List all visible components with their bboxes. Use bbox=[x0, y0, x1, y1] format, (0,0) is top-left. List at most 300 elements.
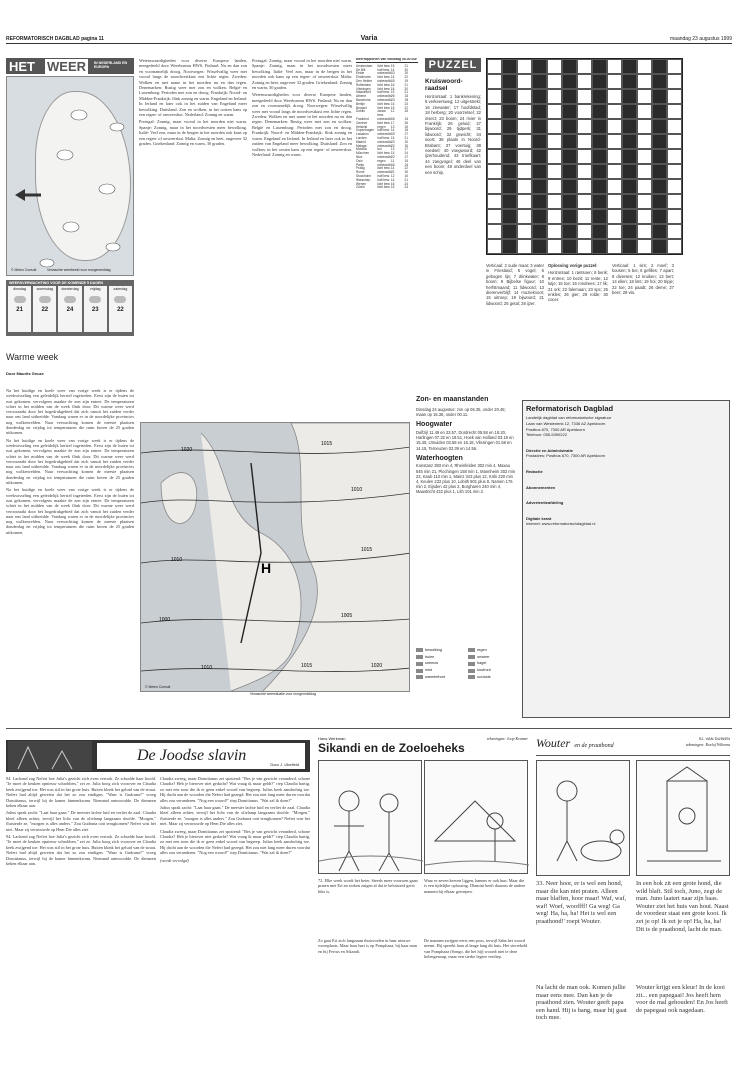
crossword-cell[interactable] bbox=[577, 89, 592, 104]
crossword-cell bbox=[622, 59, 637, 74]
crossword-cell[interactable] bbox=[547, 89, 562, 104]
isobar-label: 1010 bbox=[171, 557, 183, 563]
europe-pressure-map bbox=[140, 422, 410, 692]
crossword-cell[interactable] bbox=[487, 239, 502, 254]
table-row: Madrid onbewolkt 20 32 bbox=[356, 139, 409, 144]
table-row: München licht bew. 15 24 bbox=[356, 151, 408, 156]
wouter-panel-2 bbox=[636, 760, 730, 876]
crossword-cell[interactable] bbox=[667, 104, 682, 119]
crossword-cell[interactable] bbox=[547, 239, 562, 254]
crossword-cell[interactable] bbox=[487, 209, 502, 224]
rd-box-title: Reformatorisch Dagblad bbox=[526, 404, 614, 413]
crossword-cell[interactable] bbox=[547, 194, 562, 209]
crossword-cell bbox=[652, 104, 667, 119]
legend-symbol-icon bbox=[468, 655, 475, 659]
crossword-cell[interactable] bbox=[667, 179, 682, 194]
wouter-subtitle: en de praathond bbox=[574, 743, 614, 749]
crossword-cell bbox=[562, 164, 577, 179]
crossword-cell[interactable] bbox=[577, 179, 592, 194]
crossword-cell[interactable] bbox=[547, 104, 562, 119]
crossword-cell bbox=[562, 194, 577, 209]
forecast-day-name: vrijdag bbox=[89, 287, 101, 292]
wind-arrow-head bbox=[15, 189, 25, 201]
crossword-cell bbox=[622, 119, 637, 134]
crossword-cell[interactable] bbox=[667, 89, 682, 104]
pressure-chart bbox=[141, 423, 410, 692]
newspaper-page-label: REFORMATORISCH DAGBLAD pagina 11 bbox=[6, 36, 104, 42]
crossword-cell[interactable] bbox=[637, 119, 652, 134]
legend-symbol-icon bbox=[468, 662, 475, 666]
forecast-day-card bbox=[8, 286, 31, 332]
table-row: Praag licht bew. 14 22 bbox=[356, 166, 408, 171]
crossword-cell[interactable] bbox=[517, 134, 532, 149]
wouter-text-4: Wouter krijgt een kleur! In de kooi zit... een papegaai! Jos heeft hem voor de mal gehouden! En Jos heeft de papegaai ook nagedaan. bbox=[636, 984, 728, 1014]
crossword-cell bbox=[502, 59, 517, 74]
crossword-cell bbox=[502, 209, 517, 224]
crossword-cell bbox=[532, 209, 547, 224]
crossword-cell[interactable] bbox=[517, 239, 532, 254]
crossword-cell bbox=[562, 224, 577, 239]
legend-item: sneeuw bbox=[416, 661, 464, 666]
crossword-cell[interactable] bbox=[577, 209, 592, 224]
isobar-label: 1015 bbox=[361, 547, 373, 553]
crossword-cell[interactable] bbox=[607, 224, 622, 239]
table-row: Amsterdam licht bew. 15 21 bbox=[356, 63, 408, 68]
crossword-cell[interactable] bbox=[637, 59, 652, 74]
legend-item: bewolking bbox=[416, 648, 464, 653]
wouter-text-2: Na lacht de man ook. Komen jullie maar eens mee. Dan kan je de praathond zien. Wouter geeft papa een hand. Hij is bang, maar hij gaat toch mee. bbox=[536, 984, 627, 1022]
waterhoogten-title: Waterhoogten bbox=[416, 454, 463, 462]
crossword-cell[interactable] bbox=[487, 179, 502, 194]
crossword-cell bbox=[532, 194, 547, 209]
story-title: De Joodse slavin bbox=[137, 747, 247, 764]
legend-item: occlusie bbox=[468, 675, 516, 680]
isobar-label: 1010 bbox=[201, 665, 213, 671]
crossword-cell[interactable] bbox=[637, 164, 652, 179]
crossword-cell[interactable] bbox=[517, 224, 532, 239]
crossword-cell[interactable] bbox=[667, 209, 682, 224]
crossword-cell[interactable] bbox=[487, 59, 502, 74]
table-row: Maastricht half bew. 15 21 bbox=[356, 90, 408, 95]
crossword-cell[interactable] bbox=[637, 209, 652, 224]
crossword-cell[interactable] bbox=[487, 194, 502, 209]
crossword-cell bbox=[562, 149, 577, 164]
crossword-cell[interactable] bbox=[487, 134, 502, 149]
table-row: Moskou bui 13 17 bbox=[356, 147, 408, 152]
crossword-cell bbox=[532, 89, 547, 104]
wouter-panel-1 bbox=[536, 760, 630, 876]
isobar-label: 1020 bbox=[181, 447, 193, 453]
crossword-cell bbox=[592, 164, 607, 179]
puzzle-logo: PUZZEL bbox=[425, 58, 481, 72]
cloud-icon bbox=[39, 296, 51, 303]
crossword-cell[interactable] bbox=[517, 179, 532, 194]
crossword-cell[interactable] bbox=[577, 164, 592, 179]
crossword-cell bbox=[502, 119, 517, 134]
puzzle-clues-horizontal: Horizontaal: 1 bankrekening; 6 verkeersweg; 12 uitgestrekt; 16 zeewater; 17 hoofdstad; 18 herberg; 20 voorzetsel; 22 insect; 23 boom; 24 rivier in Frankrijk; 26 geluid; 27 bijwoord; 29 tijdperk; 31 lidwoord; 32 gewicht; 34 soort; 36 plaats in Noord-Brabant; 37 voertuig; 38 voedsel; 40 voegwoord; 42 ijzerhoudend; 43 troefkaart; 44 zangvogel; 46 deel van een boom; 48 onderdeel van een schip. bbox=[425, 94, 481, 175]
high-pressure-label: H bbox=[261, 560, 272, 576]
table-row: Malaga onbewolkt 22 30 bbox=[356, 143, 409, 148]
crossword-cell[interactable] bbox=[577, 194, 592, 209]
legend-symbol-icon bbox=[468, 675, 475, 679]
table-row: Rome onbewolkt 21 30 bbox=[356, 170, 409, 175]
crossword-cell[interactable] bbox=[607, 194, 622, 209]
crossword-cell[interactable] bbox=[637, 74, 652, 89]
sikandi-caption-1: 72. Elke week wordt het beter. Steeds meer vrouwen gaan praten met Eri en stoken zuigen al dat te beluisterd gerst hiks is. bbox=[318, 878, 418, 894]
legend-item: koufront bbox=[468, 668, 516, 673]
crossword-cell[interactable] bbox=[607, 239, 622, 254]
wouter-header bbox=[536, 736, 730, 756]
table-row: Eindhoven licht bew. 15 22 bbox=[356, 75, 408, 80]
crossword-cell bbox=[532, 59, 547, 74]
crossword-cell[interactable] bbox=[487, 89, 502, 104]
crossword-cell bbox=[652, 164, 667, 179]
forecast-temp: 22 bbox=[41, 306, 49, 313]
crossword-cell bbox=[592, 149, 607, 164]
crossword-cell[interactable] bbox=[667, 224, 682, 239]
crossword-cell[interactable] bbox=[547, 164, 562, 179]
rd-info-line: Internet: www.reformatorischdagblad.nl bbox=[526, 521, 596, 527]
crossword-cell[interactable] bbox=[517, 119, 532, 134]
crossword-cell[interactable] bbox=[517, 59, 532, 74]
weather-article-header bbox=[6, 352, 134, 376]
sikandi-caption-2: Zo gaat Eri zich langzaam thuisvoelen in haar nieuwe woonplaats. Maar haar hart is op Pomphaza, bij haar man en bij Ferrus en Sikandi. bbox=[318, 938, 417, 954]
table-row: Den Helder onbewolkt 15 19 bbox=[356, 78, 409, 83]
crossword-cell[interactable] bbox=[667, 239, 682, 254]
map-legend bbox=[416, 648, 516, 716]
story-column-2: Claudia zweeg, maar Domitianus zei spottend: "Bes je van gewicht veranderd, schone Claudia? Heb je hierover niet gedacht? Wat vraag ik maar geldt?" riep Claudia hartig, zo met een toon die ik er geen enkel woord van begreep. Julius keek aandachtig toe. Hij dacht aan de woorden die Nefert had gezegd. Het zou niet lang meer duren voordat alles zou veranderen. "Nog een woord!" riep Domitianus. "Wat zal ik doen?" Julius sprak zacht: "Laat haar gaan." De meester lachte luid en verliet de zaal. Claudia bleef alleen achter, terwijl het licht van de olielamp langzaam doofde. "Morgen," fluisterde ze, "morgen is alles anders." Zou Gudruna ooit terugkomen? Nefert wist het niet. Maar zij vertrouwde op Hem Die alles ziet. Claudia zweeg, maar Domitianus zei spottend: "Bes je van gewicht veranderd, schone Claudia? Heb je hierover niet gedacht? Wat vraag ik maar geldt?" riep Claudia hartig, zo met een toon die ik er geen enkel woord van begreep. Julius keek aandachtig toe. Hij dacht aan de woorden die Nefert had gezegd. Het zou niet lang meer duren voordat alles zou veranderen. "Nog een woord!" riep Domitianus. "Wat zal ik doen?" (wordt vervolgd) bbox=[160, 776, 310, 863]
legend-item: buien bbox=[416, 655, 464, 660]
crossword-cell[interactable] bbox=[517, 74, 532, 89]
legend-symbol-icon bbox=[468, 669, 475, 673]
crossword-cell[interactable] bbox=[577, 74, 592, 89]
crossword-cell[interactable] bbox=[517, 89, 532, 104]
story-title-box bbox=[96, 742, 306, 770]
rd-info-line: Landelijk dagblad van reformatorische signatuur bbox=[526, 415, 612, 421]
crossword-cell[interactable] bbox=[637, 194, 652, 209]
crossword-cell bbox=[502, 134, 517, 149]
crossword-cell bbox=[502, 74, 517, 89]
sikandi-header: Hans Werkman tekeningen: Joop Kramer Sikandi en de Zoeloeheks bbox=[318, 736, 528, 755]
sikandi-panel-2 bbox=[424, 760, 528, 874]
crossword-cell[interactable] bbox=[517, 194, 532, 209]
crossword-cell bbox=[592, 239, 607, 254]
table-row: Londen half bew. 15 21 bbox=[356, 135, 408, 140]
wouter-text-3: In een hok zit een grote hond, die wild blaft. Stil toch, Juno, zegt de man. Juno laatert naar zijn baas. Wouter ziet het huis van hout. Naast de voordeur staat een grote kooi. Ik zet je op! Ik zet je op! Ha, ha, ha! Dit is de praathond, lacht de man. bbox=[636, 880, 729, 933]
legend-symbol-icon bbox=[416, 648, 423, 652]
crossword-cell[interactable] bbox=[487, 149, 502, 164]
crossword-cell[interactable] bbox=[667, 194, 682, 209]
table-row: Frankfurt onbewolkt 16 24 bbox=[356, 116, 409, 121]
puzzle-solution: Oplossing vorige puzzel: Horizontaal: 1 rantsoen; 8 berik; 9 entree; 10 bezit; 11 rente; 12 lutje; 15 toe; 16 rondrees; 17 lik; 21 ork; 22 falemaan; 23 spc; 25 enkles; 26 gier; 29 rolde; 30 cocer. bbox=[548, 263, 608, 303]
legend-symbol-icon bbox=[416, 662, 423, 666]
isobar-label: 1000 bbox=[159, 617, 171, 623]
weather-logo: HET WEER IN NEDERLAND EN EUROPA bbox=[6, 58, 134, 74]
crossword-cell[interactable] bbox=[577, 149, 592, 164]
wouter-text-1: 33. Neer hoor, er is wel een hond, maar die kan niet praten. Alleen maar blaffen, hoor maar! Waf, waf, waf! Woef, wooffff! Ga weg! Ga weg! Ha, ha, ha! Het is wel een praathond!' roept Wouter. bbox=[536, 880, 627, 925]
crossword-cell[interactable] bbox=[577, 119, 592, 134]
story-author: Door J. IJkelfeld bbox=[270, 762, 299, 767]
crossword-cell bbox=[622, 224, 637, 239]
crossword-cell[interactable] bbox=[637, 179, 652, 194]
crossword-cell[interactable] bbox=[547, 209, 562, 224]
puzzle-solution-vertical: Verticaal: 1 sirs; 2 moef; 3 kousen; 5 bei; 6 gefilles; 7 apart; 8 diversen; 12 kruiken; 13 bert; 14 ellen; 18 limt; 19 hoi; 20 tripje; 22 toe; 24 paadt; 26 deme; 27 beer; 29 vla. bbox=[612, 263, 674, 296]
crossword-cell bbox=[622, 149, 637, 164]
waterhoogten-text: Konstanz 383 min 4, Rheinfelden 302 min 4, Maxau 545 min 21, Plochingen 158 min 1, Mannheim 302 min 23, Kaub 110 min 1, Mainz 343 plus 12, Köln 220 min 4, Keulen 232 plus 10, Lobith 901 plus 8, Namen 176 min 2, Eijsden 42 plus 2, Borgharen 240 min 4, Maastricht 432 plus 1, Lith 101 min 2. bbox=[416, 463, 515, 495]
hoogwater-title: Hoogwater bbox=[416, 421, 453, 429]
crossword-cell[interactable] bbox=[487, 164, 502, 179]
crossword-cell bbox=[562, 59, 577, 74]
crossword-cell[interactable] bbox=[667, 74, 682, 89]
crossword-cell bbox=[592, 119, 607, 134]
section-divider bbox=[6, 728, 732, 729]
table-row: Vlissingen licht bew. 16 20 bbox=[356, 86, 408, 91]
rd-info-line: Abonnementen bbox=[526, 484, 556, 490]
weather-article-body: Na het huidige en koele weer van vorige week is er tijdens de weekwisseling een geleidelijk herstel ingetreden. Eerst zijn de buien tot rust gekomen, vervolgens maakte de zon zijn entree. De temperaturen schiet in het midden van de week flink door. Dit warme weer werd veroorzaakt door het hogedrukgebied dat zich vanuit het zuiden verder naar ons land uitbreidde. Vandaag waren er in de noordelijke provincies nog wolkenvelden. Naar verwachting komen de meeste plaatsen donderdag en vrijdag tot temperaturen die ruim boven de 25 graden uitkomen. Na het huidige en koele weer van vorige week is er tijdens de weekwisseling een geleidelijk herstel ingetreden. Eerst zijn de buien tot rust gekomen, vervolgens maakte de zon zijn entree. De temperaturen schiet in het midden van de week flink door. Dit warme weer werd veroorzaakt door het hogedrukgebied dat zich vanuit het zuiden verder naar ons land uitbreidde. Vandaag waren er in de noordelijke provincies nog wolkenvelden. Naar verwachting komen de meeste plaatsen donderdag en vrijdag tot temperaturen die ruim boven de 25 graden uitkomen. Na het huidige en koele weer van vorige week is er tijdens de weekwisseling een geleidelijk herstel ingetreden. Eerst zijn de buien tot rust gekomen, vervolgens maakte de zon zijn entree. De temperaturen schiet in het midden van de week flink door. Dit warme weer werd veroorzaakt door het hogedrukgebied dat zich vanuit het zuiden verder naar ons land uitbreidde. Vandaag waren er in de noordelijke provincies nog wolkenvelden. Naar verwachting komen de meeste plaatsen donderdag en vrijdag tot temperaturen die ruim boven de 25 graden uitkomen. bbox=[6, 388, 134, 535]
table-row: Zürich licht bew. 15 24 bbox=[356, 185, 408, 190]
legend-item: hagel bbox=[468, 661, 516, 666]
table-row: Barcelona onbewolkt 23 28 bbox=[356, 97, 409, 102]
crossword-cell bbox=[592, 89, 607, 104]
crossword-cell bbox=[532, 179, 547, 194]
crossword-cell bbox=[562, 104, 577, 119]
table-row: Berlijn licht bew. 16 23 bbox=[356, 101, 408, 106]
sikandi-panel-1 bbox=[318, 760, 422, 874]
crossword-cell bbox=[652, 209, 667, 224]
forecast-temp: 21 bbox=[16, 306, 23, 313]
crossword-cell[interactable] bbox=[547, 74, 562, 89]
crossword-cell bbox=[532, 119, 547, 134]
sikandi-caption-4: De mannen zwijgen eerst een poos, terwijl Saba het woord neemt. Hij spreekt haar al lange lang dit huis. Het sterrekeld van Pomphaza (Songo, die het hij) woordt niet te deze holengenoup, maar een sterke legere verdiep. bbox=[424, 938, 528, 960]
forecast-temp: 24 bbox=[66, 306, 74, 313]
forecast-day-card bbox=[33, 286, 56, 332]
crossword-cell bbox=[652, 89, 667, 104]
isobar-label: 1015 bbox=[321, 441, 333, 447]
wouter-author: SJ. VAN DUINEN bbox=[698, 736, 730, 741]
crossword-cell[interactable] bbox=[637, 104, 652, 119]
crossword-cell[interactable] bbox=[607, 164, 622, 179]
story-banner bbox=[6, 740, 310, 772]
crossword-cell[interactable] bbox=[517, 104, 532, 119]
crossword-cell[interactable] bbox=[637, 224, 652, 239]
crossword-cell bbox=[652, 224, 667, 239]
crossword-cell[interactable] bbox=[577, 59, 592, 74]
legend-symbol-icon bbox=[416, 655, 423, 659]
legend-symbol-icon bbox=[416, 675, 423, 679]
crossword-cell[interactable] bbox=[607, 149, 622, 164]
legend-item: onweer bbox=[468, 655, 516, 660]
netherlands-weather-map bbox=[6, 76, 134, 276]
crossword-cell bbox=[652, 179, 667, 194]
british-isles bbox=[161, 473, 197, 524]
crossword-cell bbox=[592, 104, 607, 119]
crossword-cell bbox=[622, 179, 637, 194]
crossword-cell[interactable] bbox=[607, 104, 622, 119]
story-column-1: 94. Lachend zag Nefert hoe Julia's gezicht zich even vertrok. Ze schudde haar hoofd. "Je moet de keuken opnieuw schrobben," zei ze. Julia boog zich voorover en Claudia keek zwijgend toe. Het was stil in het grote huis. Buiten klonk het geluid van de straat. Nefert had altijd geweten dat het zo zou eindigen. "Waar is Gudruna?" vroeg Domitianus, terwijl hij de kamer binnenkwam. Niemand antwoordde. De dienaren keken elkaar aan. Julius sprak zacht: "Laat haar gaan." De meester lachte luid en verliet de zaal. Claudia bleef alleen achter, terwijl het licht van de olielamp langzaam doofde. "Morgen," fluisterde ze, "morgen is alles anders." Zou Gudruna ooit terugkomen? Nefert wist het niet. Maar zij vertrouwde op Hem Die alles ziet. 94. Lachend zag Nefert hoe Julia's gezicht zich even vertrok. Ze schudde haar hoofd. "Je moet de keuken opnieuw schrobben," zei ze. Julia boog zich voorover en Claudia keek zwijgend toe. Het was stil in het grote huis. Buiten klonk het geluid van de straat. Nefert had altijd geweten dat het zo zou eindigen. "Waar is Gudruna?" vroeg Domitianus, terwijl hij de kamer binnenkwam. Niemand antwoordde. De dienaren keken elkaar aan. bbox=[6, 776, 156, 867]
crossword-cell[interactable] bbox=[667, 59, 682, 74]
crossword-cell bbox=[622, 74, 637, 89]
crossword-cell[interactable] bbox=[547, 134, 562, 149]
table-header: weerrapporten van vandaag 08.00 uur bbox=[356, 58, 417, 61]
forecast-temp: 23 bbox=[91, 306, 99, 313]
crossword-cell bbox=[562, 179, 577, 194]
europe-weather-column-2: Portugal: Zonnig, maar vooral in het noorden niet warm. Spanje: Zonnig, maar in het noordwesten meer bewolking. Italië: Veel zon, maar in de bergen in het noorden ook kans op een regen- of onweersbui. Malta: Zonnig en heet, ongeveer 32 graden. Griekenland: Zonnig en warm, 30 graden. Wetenswaardigheden voor diverse Europese landen, meegedeeld door Weerbureau HWS. Finland: Nu en dan zon en voornamelijk droog. Noorwegen: Wisselvallig weer met vooral langs de noordwestkust een lichte regen. Zweden: Wolken en met name in het noorden nu en dan regen. Denemarken: Rustig weer met zon en wolken. België en Luxemburg: Perioden met zon en droog. Frankrijk: Noord- en Midden-Frankrijk: flink zonnig en warm. Engeland en Ierland: In Ierland en later ook in het zuiden van Engeland meer bewolking. Duitsland: Zon en wolken, in het oosten kans op een regen- of onweersbui. Nederland: Zonnig en warm. bbox=[252, 58, 352, 157]
crossword-cell[interactable] bbox=[607, 134, 622, 149]
table-row: Oslo regen 11 15 bbox=[356, 158, 408, 163]
forecast-title: WEERSVERWACHTING VOOR DE KOMENDE 5 DAGEN bbox=[9, 281, 103, 285]
table-row: Parijs onbewolkt 16 24 bbox=[356, 162, 409, 167]
crossword-cell bbox=[532, 239, 547, 254]
forecast-day-name: dinsdag bbox=[13, 287, 26, 292]
rd-info-line: Redactie bbox=[526, 468, 543, 474]
rd-info-line: Postadres: Postbus 670, 7300 AR Apeldoorn bbox=[526, 453, 606, 459]
crossword-cell bbox=[592, 224, 607, 239]
crossword-cell[interactable] bbox=[517, 209, 532, 224]
crossword-cell[interactable] bbox=[607, 89, 622, 104]
crossword-cell bbox=[622, 134, 637, 149]
forecast-day-name: zaterdag bbox=[113, 287, 128, 292]
crossword-cell[interactable] bbox=[607, 119, 622, 134]
crossword-cell[interactable] bbox=[667, 164, 682, 179]
table-row: Nice onbewolkt 22 27 bbox=[356, 154, 409, 159]
crossword-cell[interactable] bbox=[547, 179, 562, 194]
puzzle-clues-vertical: Verticaal: 2 oude maat; 3 water in Friesland; 5 vogel; 6 gebogen lijn; 7 drinkwater; 8 boom; 9 Bijbelse figuur; 10 herfstmaand; 11 lidwoord; 13 dierenverblijf; 14 muzieknoot; 15 uitroep; 19 bijwoord; 21 lidwoord; 25 getal; 28 ijzer. bbox=[486, 263, 544, 306]
europe-weather-column: Wetenswaardigheden voor diverse Europese landen, meegedeeld door Weerbureau HWS. Finland: Nu en dan zon en voornamelijk droog. Noorwegen: Wisselvallig weer met vooral langs de noordwestkust een lichte regen. Zweden: Wolken en met name in het noorden nu en dan regen. Denemarken: Rustig weer met zon en wolken. België en Luxemburg: Perioden met zon en droog. Frankrijk: Noord- en Midden-Frankrijk: flink zonnig en warm. Engeland en Ierland: In Ierland en later ook in het zuiden van Engeland meer bewolking. Duitsland: Zon en wolken, in het oosten kans op een regen- of onweersbui. Nederland: Zonnig en warm. Portugal: Zonnig, maar vooral in het noorden niet warm. Spanje: Zonnig, maar in het noordwesten meer bewolking. Italië: Veel zon, maar in de bergen in het noorden ook kans op een regen- of onweersbui. Malta: Zonnig en heet, ongeveer 32 graden. Griekenland: Zonnig en warm, 30 graden. bbox=[139, 58, 247, 147]
crossword-cell[interactable] bbox=[577, 104, 592, 119]
crossword-cell[interactable] bbox=[517, 149, 532, 164]
sikandi-caption-3: Waar er zeven kerven liggen, hannes er ook hun. Maar die is een tijdelijke oplossing. Dlamini heeft daarom de andere mannen bij elkaar geroepen. bbox=[424, 878, 526, 894]
article-title: Warme week bbox=[6, 352, 59, 362]
crossword-cell[interactable] bbox=[667, 119, 682, 134]
forecast-day-card bbox=[58, 286, 81, 332]
crossword-cell bbox=[502, 104, 517, 119]
crossword-cell[interactable] bbox=[667, 134, 682, 149]
forecast-day-card bbox=[109, 286, 132, 332]
crossword-cell bbox=[562, 89, 577, 104]
crossword-cell bbox=[532, 164, 547, 179]
cloud-icon bbox=[64, 296, 76, 303]
rd-info-line: Laan van Westenenk 12, 7336 AZ Apeldoorn bbox=[526, 420, 606, 426]
crossword-cell bbox=[502, 179, 517, 194]
crossword-cell[interactable] bbox=[577, 134, 592, 149]
legend-item: warmtefront bbox=[416, 675, 464, 680]
table-row: Warschau half bew. 14 21 bbox=[356, 177, 408, 182]
table-row: Kopenhagen half bew. 14 18 bbox=[356, 128, 408, 133]
crossword-cell[interactable] bbox=[667, 149, 682, 164]
map-overlay bbox=[7, 77, 134, 276]
crossword-cell bbox=[622, 209, 637, 224]
wouter-title: Wouter bbox=[536, 736, 571, 750]
crossword-cell[interactable] bbox=[487, 224, 502, 239]
table-row: Genève licht bew. 17 26 bbox=[356, 120, 408, 125]
crossword-cell bbox=[652, 134, 667, 149]
isobar-label: 1010 bbox=[351, 487, 363, 493]
forecast-day-card bbox=[84, 286, 107, 332]
isobar-label: 1005 bbox=[341, 613, 353, 619]
crossword-cell[interactable] bbox=[637, 149, 652, 164]
cloud-icon bbox=[114, 296, 126, 303]
crossword-cell[interactable] bbox=[547, 59, 562, 74]
map-credit: © Meteo Consult bbox=[11, 268, 37, 272]
page-header bbox=[6, 36, 732, 44]
wouter-illustrator: tekeningen: Roelof Wiltema bbox=[685, 742, 730, 747]
crossword-cell[interactable] bbox=[487, 119, 502, 134]
crossword-cell bbox=[502, 89, 517, 104]
crossword-cell bbox=[652, 149, 667, 164]
rd-info-line: Directie en Administratie bbox=[526, 447, 573, 453]
crossword-cell bbox=[502, 194, 517, 209]
crossword-cell bbox=[652, 74, 667, 89]
rd-info-line: Telefoon: 055-5390222 bbox=[526, 432, 567, 438]
cloud-icon bbox=[14, 296, 26, 303]
crossword-cell[interactable] bbox=[577, 224, 592, 239]
crossword-cell[interactable] bbox=[547, 119, 562, 134]
sun-text: Dinsdag 24 augustus: zon op 06.35, onder 20.45; maan op 15.36, onder 00.11. bbox=[416, 406, 506, 417]
crossword-cell[interactable] bbox=[607, 209, 622, 224]
cloud-icon bbox=[89, 296, 101, 303]
crossword-cell[interactable] bbox=[637, 89, 652, 104]
story-illustration bbox=[8, 741, 92, 771]
crossword-cell bbox=[622, 104, 637, 119]
crossword-cell bbox=[592, 194, 607, 209]
pressure-map-credit: © Meteo Consult bbox=[145, 685, 171, 689]
crossword-cell bbox=[502, 239, 517, 254]
table-row: Helsinki regen 13 15 bbox=[356, 124, 408, 129]
newspaper-info-box bbox=[522, 400, 730, 718]
forecast-day-name: woensdag bbox=[36, 287, 53, 292]
crossword-cell[interactable] bbox=[637, 134, 652, 149]
sun-moon-section bbox=[416, 396, 516, 583]
isobar-label: 1015 bbox=[301, 663, 313, 669]
crossword-grid[interactable] bbox=[486, 58, 683, 255]
crossword-cell bbox=[622, 239, 637, 254]
crossword-cell bbox=[502, 149, 517, 164]
table-row: Lissabon onbewolkt 19 27 bbox=[356, 132, 409, 137]
crossword-cell bbox=[592, 59, 607, 74]
crossword-cell bbox=[652, 194, 667, 209]
crossword-cell[interactable] bbox=[547, 149, 562, 164]
table-row: Stockholm half bew. 12 16 bbox=[356, 173, 408, 178]
crossword-cell bbox=[532, 104, 547, 119]
crossword-cell bbox=[652, 59, 667, 74]
forecast-temp: 22 bbox=[117, 306, 124, 313]
legend-symbol-icon bbox=[416, 669, 423, 673]
table-row: Eelde onbewolkt 13 20 bbox=[356, 71, 409, 76]
crossword-cell[interactable] bbox=[637, 239, 652, 254]
crossword-cell[interactable] bbox=[607, 74, 622, 89]
crossword-cell bbox=[562, 119, 577, 134]
crossword-cell[interactable] bbox=[607, 59, 622, 74]
crossword-cell bbox=[562, 134, 577, 149]
crossword-cell[interactable] bbox=[547, 224, 562, 239]
sikandi-title: Sikandi en de Zoeloeheks bbox=[318, 740, 465, 755]
crossword-cell bbox=[532, 134, 547, 149]
map-caption: Verwachte weerbeeld voor morgenmiddag bbox=[47, 268, 111, 272]
crossword-cell[interactable] bbox=[577, 239, 592, 254]
crossword-cell[interactable] bbox=[517, 164, 532, 179]
five-day-forecast bbox=[6, 280, 134, 336]
crossword-cell bbox=[652, 119, 667, 134]
article-author: Door Maurits Geuze bbox=[6, 371, 44, 377]
crossword-cell bbox=[592, 74, 607, 89]
crossword-cell[interactable] bbox=[607, 179, 622, 194]
weather-reports-table bbox=[356, 58, 418, 384]
table-row: Brussel licht bew. 15 22 bbox=[356, 105, 408, 110]
crossword-cell[interactable] bbox=[487, 74, 502, 89]
crossword-cell[interactable] bbox=[487, 104, 502, 119]
crossword-cell bbox=[502, 164, 517, 179]
issue-date: maandag 23 augustus 1999 bbox=[670, 36, 732, 42]
